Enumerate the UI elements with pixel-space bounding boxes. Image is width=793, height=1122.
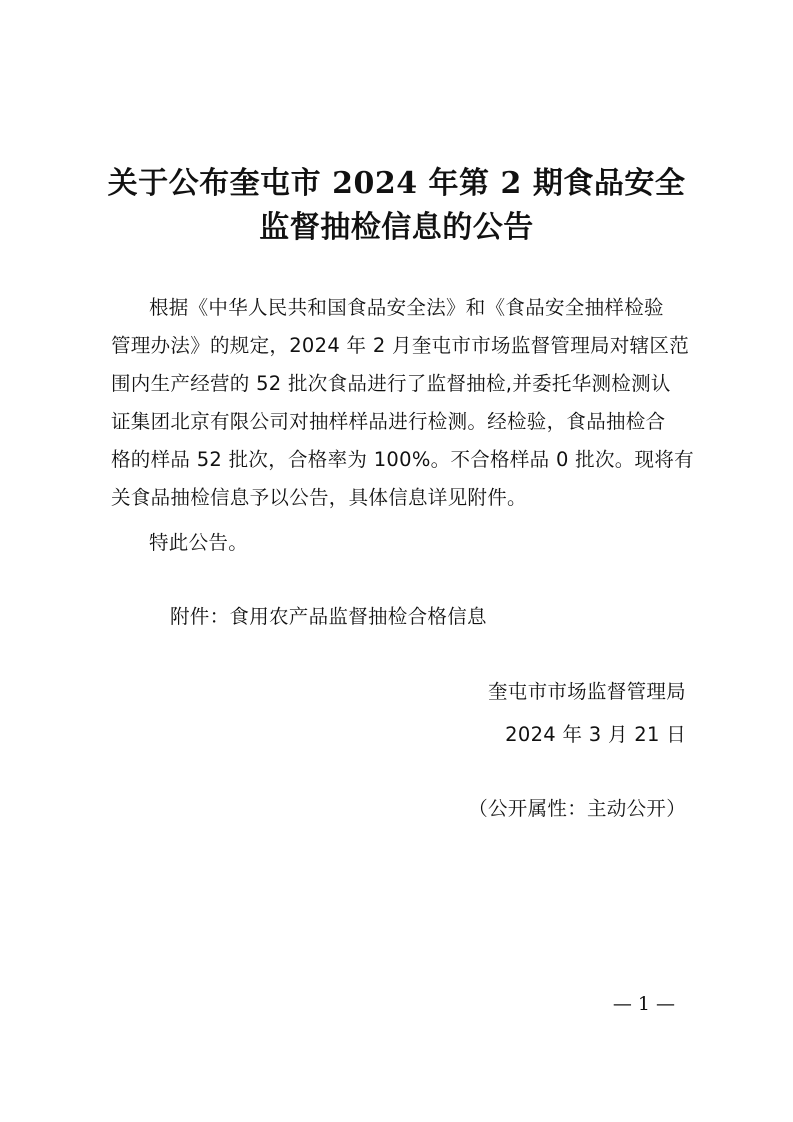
- paragraph-line: 证集团北京有限公司对抽样样品进行检测。经检验，食品抽检合: [111, 410, 666, 433]
- paragraph-line: 格的样品 52 批次，合格率为 100%。不合格样品 0 批次。现将有: [111, 448, 694, 471]
- main-paragraph: [111, 289, 694, 517]
- document-title-line-2: 监督抽检信息的公告: [259, 210, 534, 245]
- paragraph-line: 关食品抽检信息予以公告，具体信息详见附件。: [111, 486, 527, 509]
- issue-date: 2024 年 3 月 21 日: [505, 723, 686, 746]
- disclosure-attribute: （公开属性：主动公开）: [468, 797, 686, 820]
- paragraph-line: 围内生产经营的 52 批次食品进行了监督抽检,并委托华测检测认: [111, 372, 671, 395]
- attachment-line: 附件：食用农产品监督抽检合格信息: [170, 605, 487, 628]
- issuing-authority: 奎屯市市场监督管理局: [487, 680, 686, 703]
- closing-statement: 特此公告。: [149, 531, 249, 554]
- paragraph-line: 管理办法》的规定，2024 年 2 月奎屯市市场监督管理局对辖区范: [111, 334, 690, 357]
- page-number: — 1 —: [612, 993, 675, 1015]
- document-title-line-1: 关于公布奎屯市 2024 年第 2 期食品安全: [107, 166, 686, 201]
- paragraph-line: 根据《中华人民共和国食品安全法》和《食品安全抽样检验: [149, 296, 664, 319]
